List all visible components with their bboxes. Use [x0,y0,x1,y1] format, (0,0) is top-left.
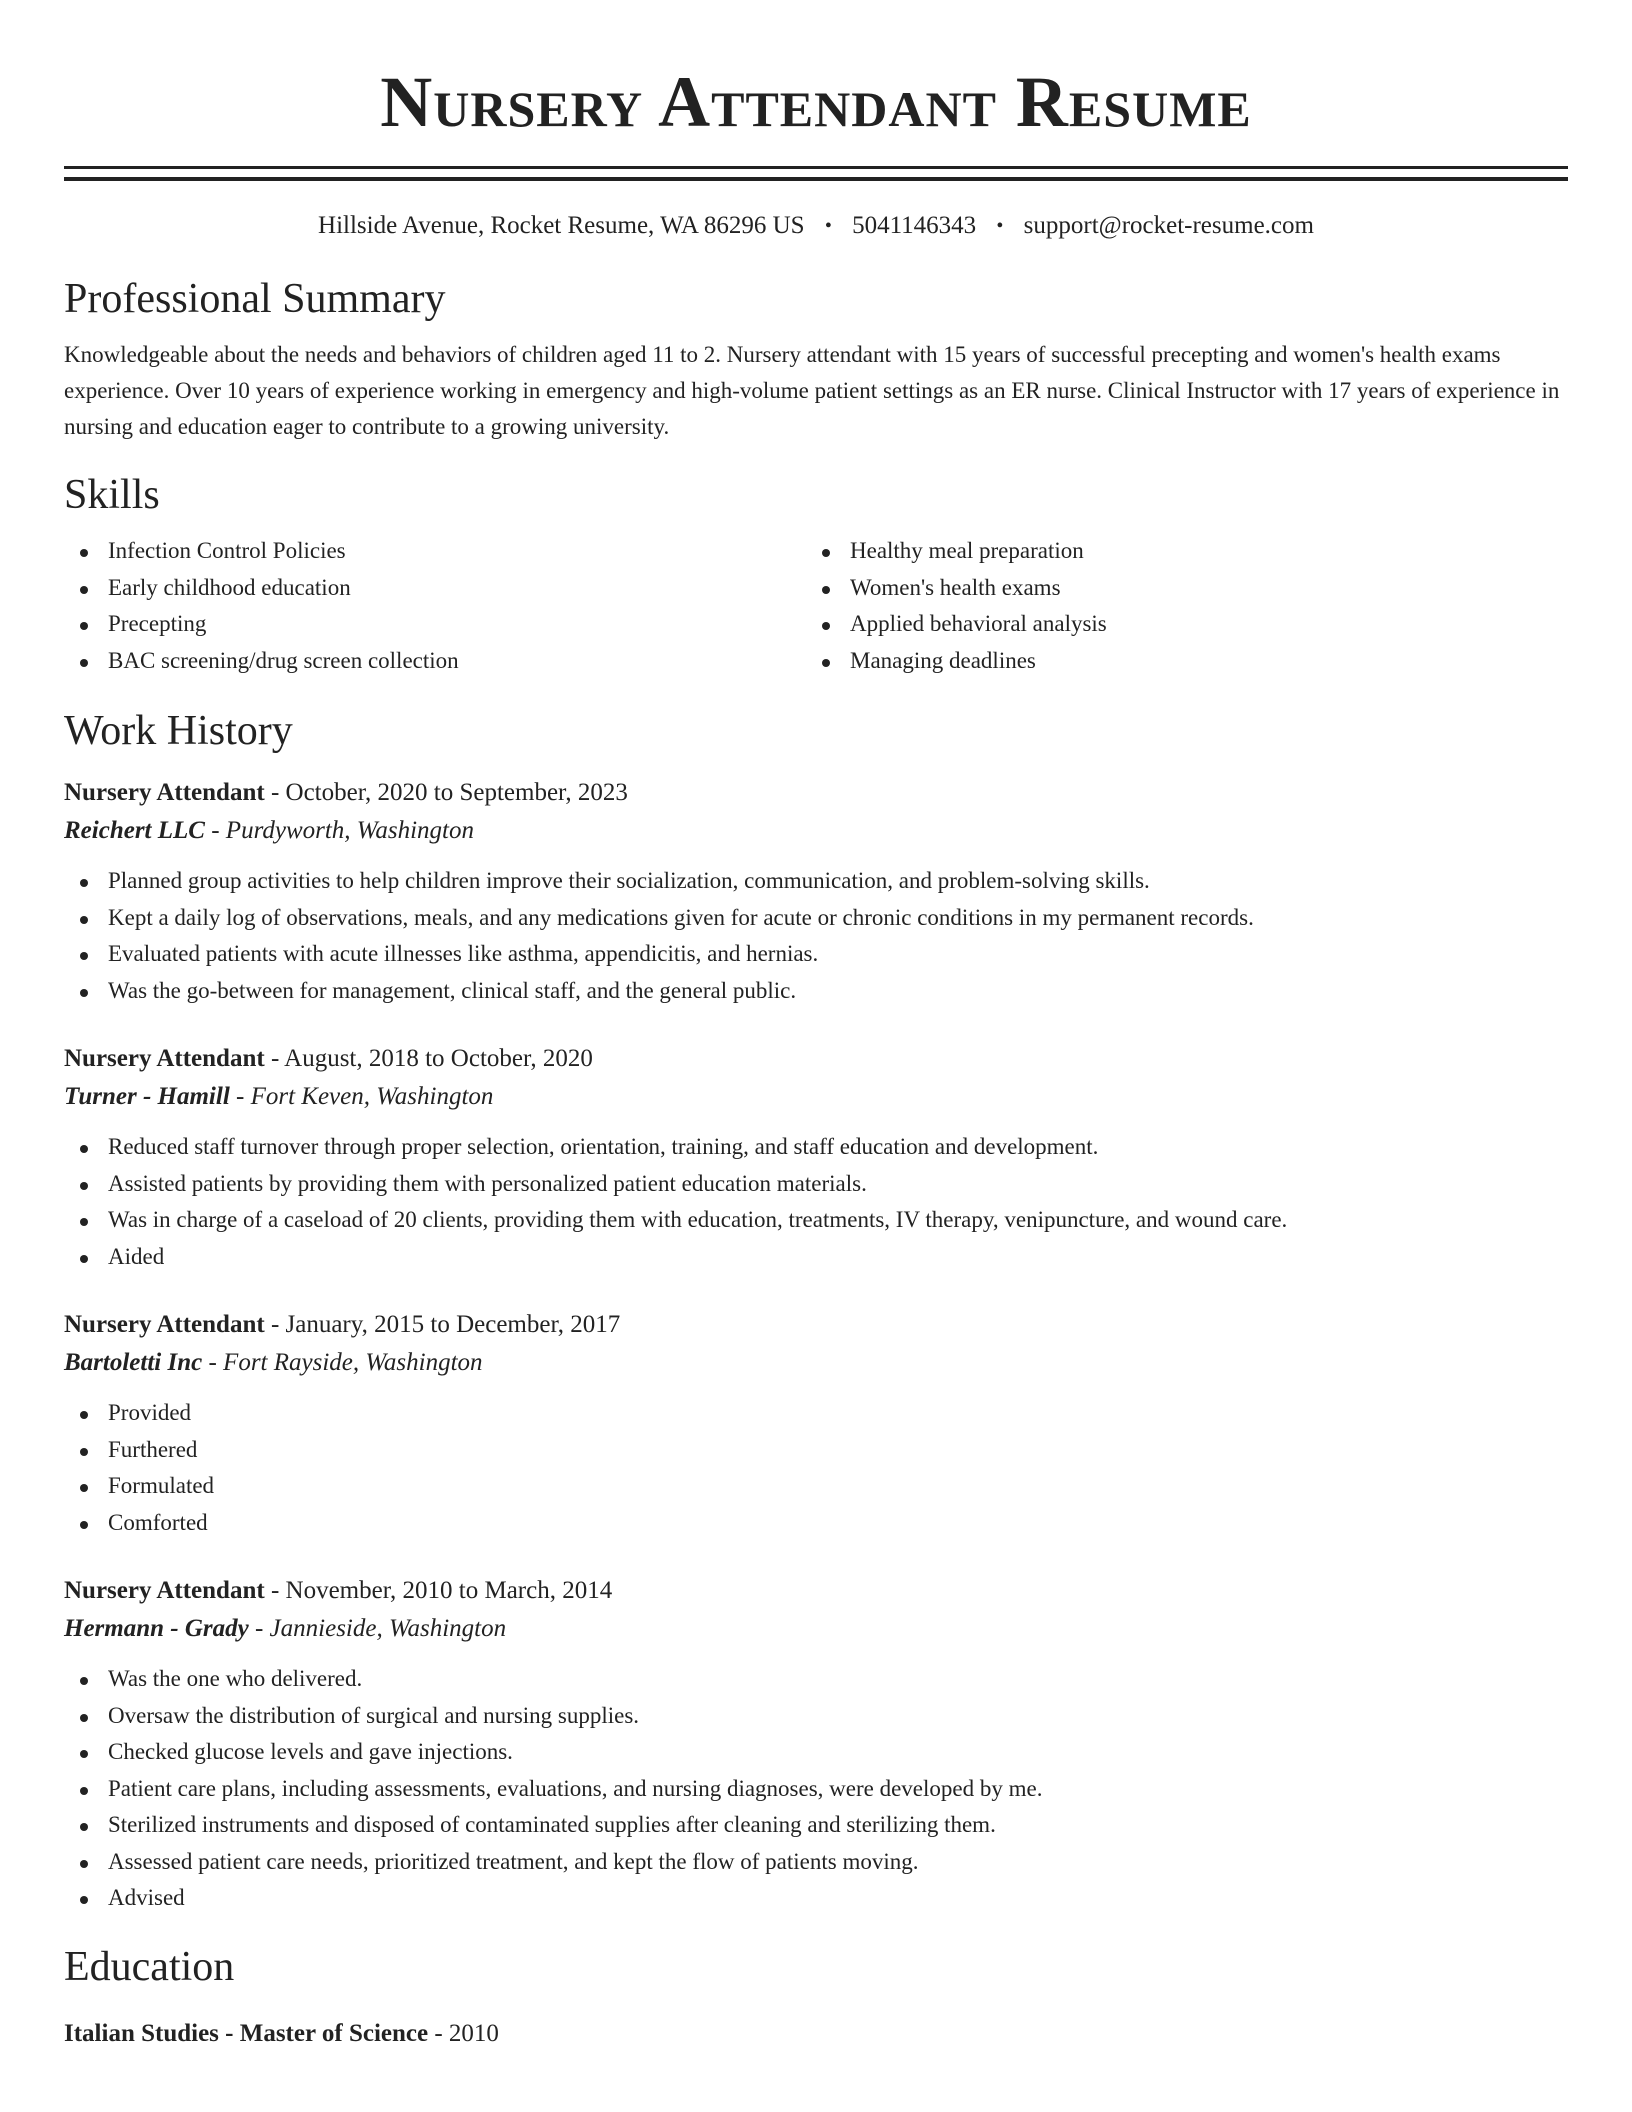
job-entry [64,775,1568,1009]
skill-item: Applied behavioral analysis [806,606,1548,643]
job-entry [64,1307,1568,1541]
skills-column-left [64,533,806,679]
job-title: Nursery Attendant [64,779,265,806]
job-entry [64,1041,1568,1275]
job-employer [64,1609,1568,1649]
education-entry [64,2017,1568,2051]
job-duty: Evaluated patients with acute illnesses like asthma, appendicitis, and hernias. [64,936,1568,973]
contact-separator: • [824,215,832,237]
skill-item: Women's health exams [806,570,1548,607]
job-employer [64,1077,1568,1117]
job-duty: Patient care plans, including assessments, evaluations, and nursing diagnoses, were developed by me. [64,1771,1568,1808]
education-degree: Italian Studies - Master of Science [64,2019,429,2047]
job-header [64,1573,1568,1609]
job-duties-list [64,1129,1568,1275]
skill-item: Infection Control Policies [64,533,806,570]
skill-item: Managing deadlines [806,643,1548,680]
contact-phone: 5041146343 [852,212,977,239]
job-title: Nursery Attendant [64,1577,265,1604]
job-employer [64,1343,1568,1383]
title-divider [64,166,1568,181]
job-location: - Fort Rayside, Washington [202,1349,483,1376]
summary-section [64,275,1568,445]
job-duty: Was the go-between for management, clinical staff, and the general public. [64,973,1568,1010]
job-duty: Furthered [64,1432,1568,1469]
skill-item: Healthy meal preparation [806,533,1548,570]
job-duty: Assessed patient care needs, prioritized treatment, and kept the flow of patients moving. [64,1844,1568,1881]
job-duty: Was the one who delivered. [64,1661,1568,1698]
contact-line [64,211,1568,241]
job-duty: Aided [64,1239,1568,1276]
job-duty: Checked glucose levels and gave injections. [64,1734,1568,1771]
job-dates: - October, 2020 to September, 2023 [264,779,628,806]
job-duty: Was in charge of a caseload of 20 clients, providing them with education, treatments, IV therapy, venipuncture, and wound care. [64,1202,1568,1239]
job-duty: Formulated [64,1468,1568,1505]
job-location: - Fort Keven, Washington [229,1083,494,1110]
education-year: - 2010 [428,2019,499,2047]
skill-item: Precepting [64,606,806,643]
skills-column-right [806,533,1548,679]
education-section [64,1943,1568,2051]
job-location: - Jannieside, Washington [248,1615,507,1642]
job-duty: Kept a daily log of observations, meals, and any medications given for acute or chronic conditions in my permanent records. [64,900,1568,937]
job-duty: Planned group activities to help children improve their socialization, communication, and problem-solving skills. [64,863,1568,900]
work-history-heading: Work History [64,708,293,754]
job-company: Hermann - Grady [64,1615,249,1642]
job-duties-list [64,1661,1568,1917]
job-company: Bartoletti Inc [64,1349,203,1376]
job-duty: Comforted [64,1505,1568,1542]
job-duty: Assisted patients by providing them with personalized patient education materials. [64,1166,1568,1203]
summary-heading: Professional Summary [64,276,446,322]
contact-address: Hillside Avenue, Rocket Resume, WA 86296 US [318,212,805,239]
job-header [64,775,1568,811]
skills-grid [64,533,1568,679]
job-title: Nursery Attendant [64,1311,265,1338]
job-dates: - November, 2010 to March, 2014 [264,1577,613,1604]
education-heading: Education [64,1943,235,1990]
job-header [64,1307,1568,1343]
job-dates: - January, 2015 to December, 2017 [264,1311,621,1338]
job-duty: Advised [64,1880,1568,1917]
job-header [64,1041,1568,1077]
resume-page [64,0,1568,2051]
contact-separator: • [996,215,1004,237]
job-title: Nursery Attendant [64,1045,265,1072]
job-employer [64,811,1568,851]
contact-email[interactable]: support@rocket-resume.com [1023,212,1314,239]
job-duty: Reduced staff turnover through proper selection, orientation, training, and staff education and development. [64,1129,1568,1166]
skill-item: Early childhood education [64,570,806,607]
work-history-section [64,707,1568,1917]
skills-heading: Skills [64,472,160,518]
job-entry [64,1573,1568,1917]
job-company: Reichert LLC [64,817,205,844]
job-duty: Oversaw the distribution of surgical and nursing supplies. [64,1698,1568,1735]
job-duty: Provided [64,1395,1568,1432]
summary-text: Knowledgeable about the needs and behaviors of children aged 11 to 2. Nursery attendant with 15 years of successful precepting and women's health exams experience. Over 10 years of experience working in emergency and high-volume patient settings as an ER nurse. Clinical Instructor with 17 years of experience in nursing and education eager to contribute to a growing university. [64,342,1560,439]
job-duties-list [64,1395,1568,1541]
job-location: - Purdyworth, Washington [204,817,474,844]
skill-item: BAC screening/drug screen collection [64,643,806,680]
resume-title: Nursery Attendant Resume [380,62,1252,142]
job-duty: Sterilized instruments and disposed of contaminated supplies after cleaning and sterilizing them. [64,1807,1568,1844]
job-company: Turner - Hamill [64,1083,230,1110]
job-dates: - August, 2018 to October, 2020 [264,1045,593,1072]
job-duties-list [64,863,1568,1009]
skills-section [64,471,1568,679]
